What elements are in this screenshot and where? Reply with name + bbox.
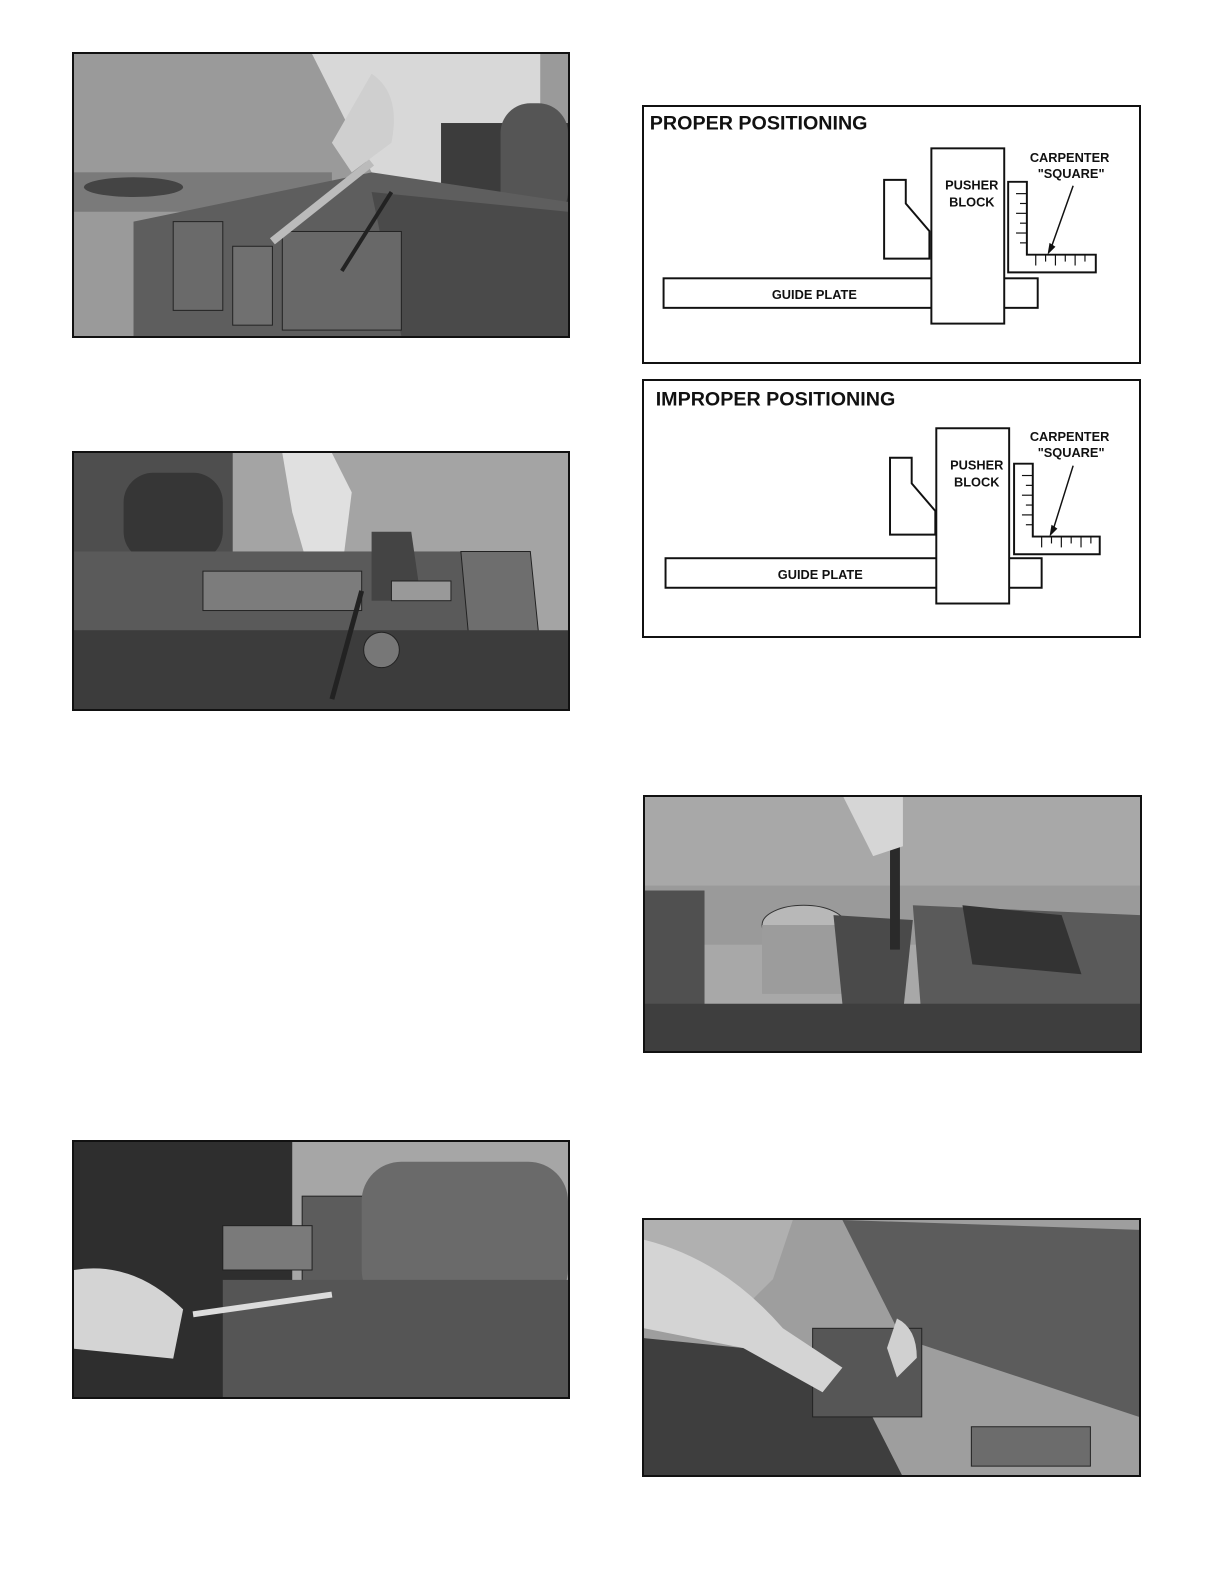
- guide-plate-label: GUIDE PLATE: [771, 286, 857, 302]
- bracket-shape: [884, 180, 929, 259]
- square-arrowhead: [1048, 243, 1056, 255]
- photo-linkage-adjustment: [72, 52, 570, 338]
- photo-tool-image: [74, 1142, 568, 1397]
- photo-linkage-image: [74, 54, 568, 336]
- improper-positioning-diagram: [642, 379, 1141, 638]
- bracket-shape: [890, 458, 935, 535]
- carpenter-square: [1014, 464, 1100, 555]
- photo-tool-insertion: [72, 1140, 570, 1399]
- guide-plate-label: GUIDE PLATE: [777, 566, 863, 582]
- square-label-2: "SQUARE": [1037, 444, 1105, 460]
- carpenter-square: [1008, 182, 1096, 273]
- pusher-block-label-1: PUSHER: [945, 177, 999, 193]
- proper-positioning-diagram: [642, 105, 1141, 364]
- proper-title: PROPER POSITIONING: [649, 112, 868, 135]
- pusher-block-label-2: BLOCK: [954, 474, 1000, 490]
- pusher-block: [931, 148, 1004, 323]
- proper-positioning-drawing: [644, 107, 1139, 362]
- photo-pusher-assembly: [72, 451, 570, 711]
- square-pointer-arrow: [1051, 186, 1073, 247]
- pusher-block: [936, 428, 1009, 603]
- square-pointer-arrow: [1053, 466, 1073, 529]
- photo-wedge-image: [645, 797, 1140, 1051]
- pusher-block-label-1: PUSHER: [950, 457, 1004, 473]
- improper-title: IMPROPER POSITIONING: [655, 388, 896, 411]
- photo-pusher-image: [74, 453, 568, 709]
- square-label-1: CARPENTER: [1029, 150, 1110, 166]
- photo-wedge-hammer: [643, 795, 1142, 1053]
- square-label-1: CARPENTER: [1029, 429, 1110, 445]
- square-arrowhead: [1050, 525, 1058, 537]
- photo-fixture-hands: [642, 1218, 1141, 1477]
- pusher-block-label-2: BLOCK: [949, 194, 995, 210]
- photo-fixture-image: [644, 1220, 1139, 1475]
- square-label-2: "SQUARE": [1037, 165, 1105, 181]
- improper-positioning-drawing: [644, 381, 1139, 636]
